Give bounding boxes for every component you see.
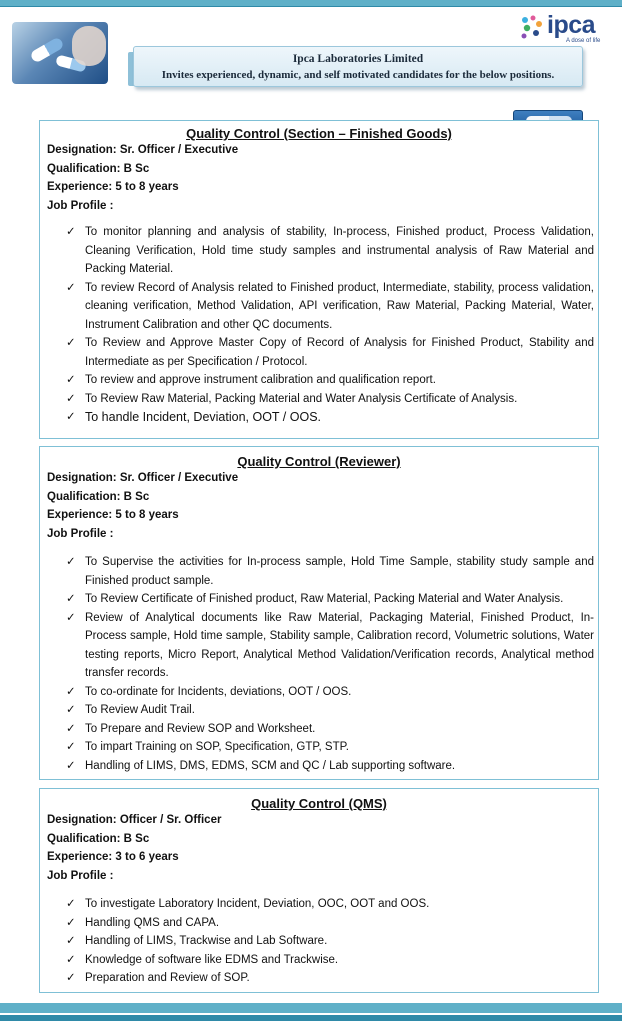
check-icon: ✓: [66, 611, 76, 624]
list-item: ✓ Knowledge of software like EDMS and Trackwise.: [63, 951, 594, 970]
check-icon: ✓: [66, 226, 76, 238]
list-item: ✓ To handle Incident, Deviation, OOT / OOS.: [63, 408, 594, 427]
section-meta: [47, 811, 221, 885]
check-icon: ✓: [66, 722, 76, 735]
qualification: Qualification: B Sc: [47, 490, 150, 503]
section-meta: [47, 141, 238, 215]
logo-wordmark: ipca: [547, 11, 596, 39]
job-profile-label: Job Profile :: [47, 527, 114, 540]
list-item: ✓ To Review Audit Trail.: [63, 701, 594, 720]
list-item: ✓ To review Record of Analysis related to Finished product, Intermediate, stability, process validation, cleaning verification, Method Validation, API verification, Raw Material, Packing Material, Water, Instrument Calibration and other QC documents.: [63, 279, 594, 335]
check-icon: ✓: [66, 916, 76, 929]
qualification: Qualification: B Sc: [47, 832, 150, 845]
check-icon: ✓: [66, 898, 76, 910]
section-qms: [39, 788, 599, 993]
list-item: ✓ To Review Certificate of Finished product, Raw Material, Packing Material and Water Analysis.: [63, 590, 594, 609]
check-icon: ✓: [66, 972, 76, 984]
check-icon: ✓: [66, 392, 76, 405]
list-item: ✓ To Review Raw Material, Packing Material and Water Analysis Certificate of Analysis.: [63, 390, 594, 409]
check-icon: ✓: [66, 411, 76, 423]
designation: Designation: Officer / Sr. Officer: [47, 814, 222, 826]
check-icon: ✓: [66, 685, 76, 698]
bottom-accent-bar-dark: [0, 1015, 622, 1021]
list-item: ✓ Preparation and Review of SOP.: [63, 969, 594, 988]
qualification: Qualification: B Sc: [47, 162, 150, 175]
check-icon: ✓: [66, 935, 76, 947]
list-item: ✓ Handling of LIMS, Trackwise and Lab Software.: [63, 932, 594, 951]
check-icon: ✓: [66, 953, 76, 966]
list-item: ✓ Handling QMS and CAPA.: [63, 914, 594, 933]
check-icon: ✓: [66, 704, 76, 716]
section-finished-goods: [39, 120, 599, 439]
section-reviewer: [39, 446, 599, 780]
list-item: ✓ To review and approve instrument calibration and qualification report.: [63, 371, 594, 390]
list-item: ✓ Review of Analytical documents like Raw Material, Packaging Material, Finished Product, In-Process sample, Hold time sample, Stability sample, Calibration record, Volumetric solutions, Water testing reports, Micro Report, Analytical Method Validation/Verification records, Analytical method transfer records.: [63, 609, 594, 683]
list-item: ✓ To impart Training on SOP, Specification, GTP, STP.: [63, 738, 594, 757]
check-icon: ✓: [66, 741, 76, 753]
job-profile-list: [63, 223, 594, 427]
check-icon: ✓: [66, 593, 76, 605]
list-item: ✓ To Prepare and Review SOP and Worksheet.: [63, 720, 594, 739]
ipca-logo: [517, 12, 611, 46]
section-title: Quality Control (Reviewer): [237, 454, 401, 469]
section-title: Quality Control (Section – Finished Goods): [186, 126, 452, 141]
experience: Experience: 5 to 8 years: [47, 181, 179, 193]
hand-shape: [72, 26, 106, 66]
job-profile-list: [63, 895, 594, 988]
list-item: ✓ To co-ordinate for Incidents, deviations, OOT / OOS.: [63, 683, 594, 702]
bottom-accent-bar: [0, 1003, 622, 1013]
pharma-hero-image: [12, 22, 108, 84]
list-item: ✓ To Review and Approve Master Copy of Record of Analysis for Finished Product, Stability and Intermediate as per Specification / Protocol.: [63, 334, 594, 371]
check-icon: ✓: [66, 337, 76, 349]
job-profile-label: Job Profile :: [47, 199, 114, 212]
top-accent-bar: [0, 0, 622, 7]
check-icon: ✓: [66, 281, 76, 294]
job-profile-label: Job Profile :: [47, 869, 114, 882]
list-item: ✓ Handling of LIMS, DMS, EDMS, SCM and QC / Lab supporting software.: [63, 757, 594, 776]
company-name: Ipca Laboratories Limited: [292, 53, 424, 65]
designation: Designation: Sr. Officer / Executive: [47, 144, 239, 156]
section-title: Quality Control (QMS): [251, 796, 387, 811]
experience: Experience: 5 to 8 years: [47, 509, 179, 521]
check-icon: ✓: [66, 556, 76, 568]
list-item: ✓ To monitor planning and analysis of stability, In-process, Finished product, Process Validation, Cleaning Verification, Hold time study samples and instrumental analysis of Raw Material and Packing Material.: [63, 223, 594, 279]
header-banner: [133, 46, 583, 87]
check-icon: ✓: [66, 374, 76, 386]
logo-tagline: A dose of life: [566, 38, 601, 44]
invitation-text: Invites experienced, dynamic, and self motivated candidates for the below positions.: [161, 69, 555, 81]
section-meta: [47, 469, 238, 543]
list-item: ✓ To investigate Laboratory Incident, Deviation, OOC, OOT and OOS.: [63, 895, 594, 914]
check-icon: ✓: [66, 759, 76, 772]
list-item: ✓ To Supervise the activities for In-process sample, Hold Time Sample, stability study sample and Finished product sample.: [63, 553, 594, 590]
logo-mark-icon: [517, 14, 547, 42]
experience: Experience: 3 to 6 years: [47, 851, 179, 863]
job-profile-list: [63, 553, 594, 775]
designation: Designation: Sr. Officer / Executive: [47, 472, 239, 484]
